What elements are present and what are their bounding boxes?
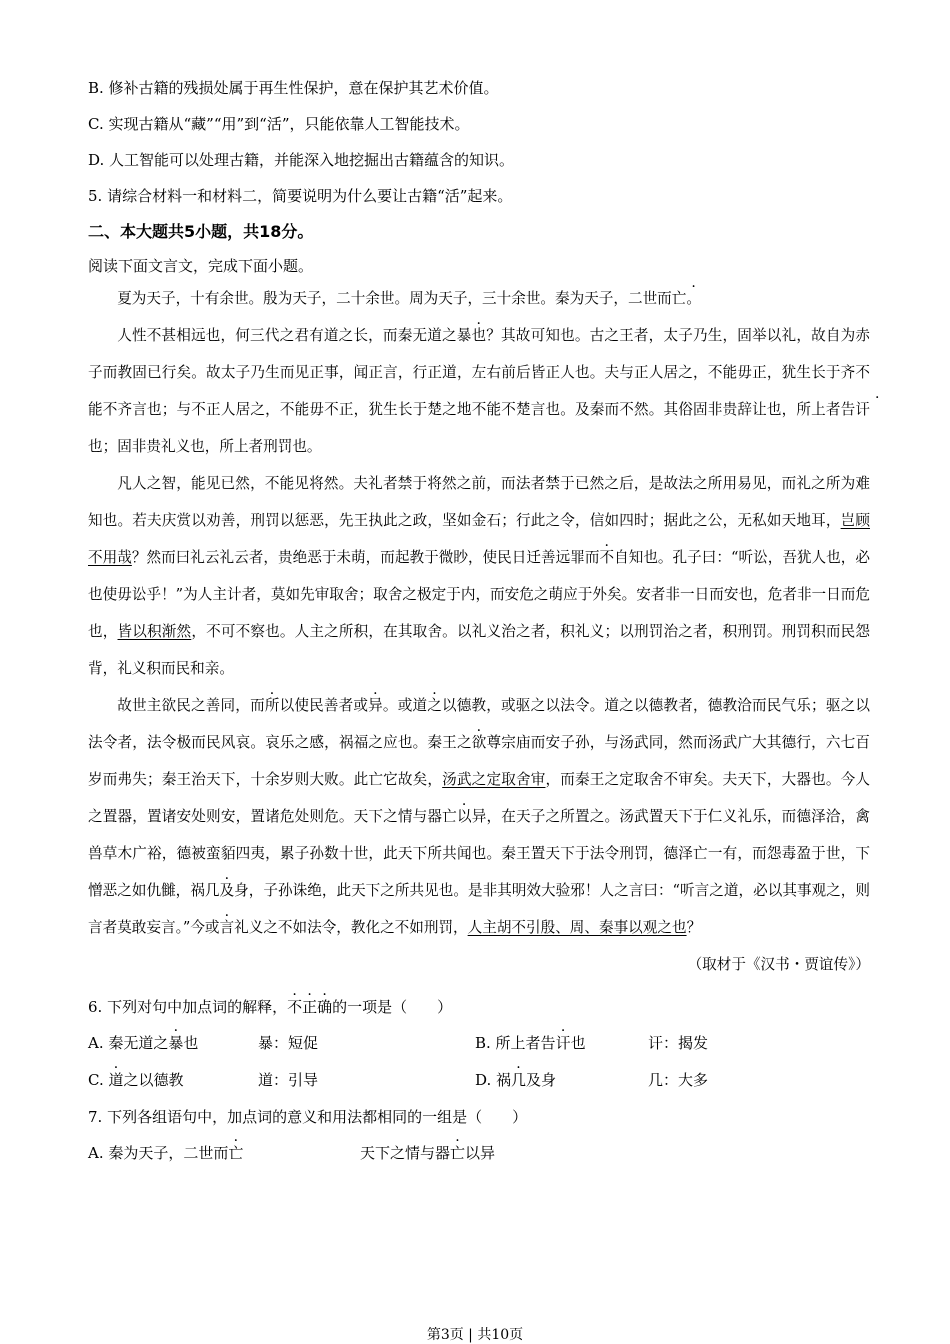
q6-option-a[interactable]: A. 秦无道之暴也 xyxy=(88,1034,199,1052)
underlined-phrase: 皆以积渐然 xyxy=(117,623,192,640)
q6-option-c-gloss: 道：引导 xyxy=(258,1071,319,1089)
emphasis-dot-char: 几 xyxy=(204,882,220,899)
q6-option-d[interactable]: D. 祸几及身 xyxy=(475,1071,557,1089)
q6-option-c[interactable]: C. 道之以德教 xyxy=(88,1071,184,1089)
question-6-options-row-2 xyxy=(88,1070,870,1090)
emphasis-dot-char: 道 xyxy=(108,1071,124,1089)
emphasis-dot-char: 而 xyxy=(584,549,600,566)
question-7-option-a[interactable]: A. 秦为天子，二世而亡 天下之情与器亡以异 xyxy=(88,1144,496,1162)
emphasis-dot-char: 确 xyxy=(317,998,333,1016)
emphasis-dot-char: 或 xyxy=(204,919,220,936)
question-7: 7. 下列各组语句中，加点词的意义和用法都相同的一组是（ ） xyxy=(88,1108,528,1126)
passage-source: （取材于《汉书・贾谊传》） xyxy=(687,956,870,973)
page-footer: 第3页 | 共10页 xyxy=(426,1327,524,1343)
emphasis-dot-char: 亡 xyxy=(228,1144,244,1162)
underlined-phrase: 汤武之定取舍审 xyxy=(442,771,546,788)
classical-passage xyxy=(88,280,870,946)
question-6-options-row-1 xyxy=(88,1033,870,1053)
q6-option-b[interactable]: B. 所上者告讦也 xyxy=(475,1034,586,1052)
emphasis-dot-char: 暴 xyxy=(456,327,472,344)
option-c-q4: C. 实现古籍从“藏”“用”到“活”，只能依靠人工智能技术。 xyxy=(88,115,470,133)
option-d-q4: D. 人工智能可以处理古籍，并能深入地挖掘出古籍蕴含的知识。 xyxy=(88,151,515,169)
q6-option-b-gloss: 讦：揭发 xyxy=(648,1034,709,1052)
emphasis-dot-char: 之 xyxy=(456,734,472,751)
passage-paragraph-4: 故世主欲民之善同，而所以使民善者或异。或道之以德教，或驱之以法令。道之以德教者，德教洽而民气乐；驱之以法令者，法令极而民风哀。哀乐之感，祸福之应也。秦王之欲尊宗庙而安子孙，与汤武同，然而汤武广大其德行，六七百岁而弗失；秦王治天下，十余岁则大败。此亡它故矣，汤武之定取舍审，而秦王之定取舍不审矣。夫天下，大器也。今人之置器，置诸安处则安，置诸危处则危。天下之情与器亡以异，在天子之所置之。汤武置天下于仁义礼乐，而德泽洽，禽兽草木广裕，德被蛮貊四夷，累子孙数十世，此天下所共闻也。秦王置天下于法令刑罚，德泽亡一有，而怨毒盈于世，下憎恶之如仇雠，祸几及身，子孙诛绝，此天下之所共见也。是非其明效大验邪！人之言曰：“听言之道，必以其事观之，则言者莫敢妄言。”今或言礼义之不如法令，教化之不如刑罚，人主胡不引殷、周、秦事以观之也？ xyxy=(88,697,870,936)
option-b-q4: B. 修补古籍的残损处属于再生性保护，意在保护其艺术价值。 xyxy=(88,79,499,97)
emphasis-dot-char: 亡 xyxy=(671,290,687,307)
page-content xyxy=(88,78,870,1180)
emphasis-dot-char: 亡 xyxy=(450,1144,466,1162)
emphasis-dot-char: 不 xyxy=(287,998,303,1016)
emphasis-dot-char: 暴 xyxy=(168,1034,184,1052)
question-5: 5. 请综合材料一和材料二，简要说明为什么要让古籍“活”起来。 xyxy=(88,187,513,205)
reading-instruction: 阅读下面文言文，完成下面小题。 xyxy=(88,257,314,275)
emphasis-dot-char: 讦 xyxy=(855,401,870,418)
question-6: 6. 下列对句中加点词的解释，不正确的一项是（ ） xyxy=(88,998,453,1016)
q6-option-d-gloss: 几：大多 xyxy=(648,1071,709,1089)
q6-option-a-gloss: 暴：短促 xyxy=(258,1034,319,1052)
emphasis-dot-char: 或 xyxy=(353,697,369,714)
passage-paragraph-2: 人性不甚相远也，何三代之君有道之长，而秦无道之暴也？其故可知也。古之王者，太子乃生，固举以礼，故自为赤子而教固已行矣。故太子乃生而见正事，闻正言，行正道，左右前后皆正人也。夫与正人居之，不能毋正，犹生长于齐不能不齐言也；与不正人居之，不能毋不正，犹生长于楚之地不能不楚言也。及秦而不然。其俗固非贵辞让也，所上者告讦也；固非贵礼义也，所上者刑罚也。 xyxy=(88,327,870,455)
passage-paragraph-1: 夏为天子，十有余世。殷为天子，二十余世。周为天子，三十余世。秦为天子，二世而亡。 xyxy=(117,290,701,307)
section-2-heading: 二、本大题共5小题，共18分。 xyxy=(88,222,314,241)
underlined-phrase: 岂顾不用哉 xyxy=(88,512,870,566)
emphasis-dot-char: 正 xyxy=(302,998,318,1016)
emphasis-dot-char: 亡 xyxy=(442,808,457,825)
emphasis-dot-char: 讦 xyxy=(555,1034,571,1052)
passage-paragraph-3: 凡人之智，能见已然，不能见将然。夫礼者禁于将然之前，而法者禁于已然之后，是故法之所用易见，而礼之所为难知也。若夫庆赏以劝善，刑罚以惩恶，先王执此之政，坚如金石；行此之令，信如四时；据此之公，无私如天地耳，岂顾不用哉？然而曰礼云礼云者，贵绝恶于未萌，而起教于微眇，使民日迁善远罪而不自知也。孔子曰：“听讼，吾犹人也，必也使毋讼乎！”为人主计者，莫如先审取舍；取舍之极定于内，而安危之萌应于外矣。安者非一日而安也，危者非一日而危也，皆以积渐然，不可不察也。人主之所积，在其取舍。以礼义治之者，积礼义；以刑罚治之者，积刑罚。刑罚积而民怨背，礼义积而民和亲。 xyxy=(88,475,870,677)
emphasis-dot-char: 几 xyxy=(511,1071,527,1089)
emphasis-dot-char: 而 xyxy=(250,697,265,714)
underlined-phrase: 人主胡不引殷、周、秦事以观之也 xyxy=(467,919,687,936)
emphasis-dot-char: 道 xyxy=(412,697,428,714)
